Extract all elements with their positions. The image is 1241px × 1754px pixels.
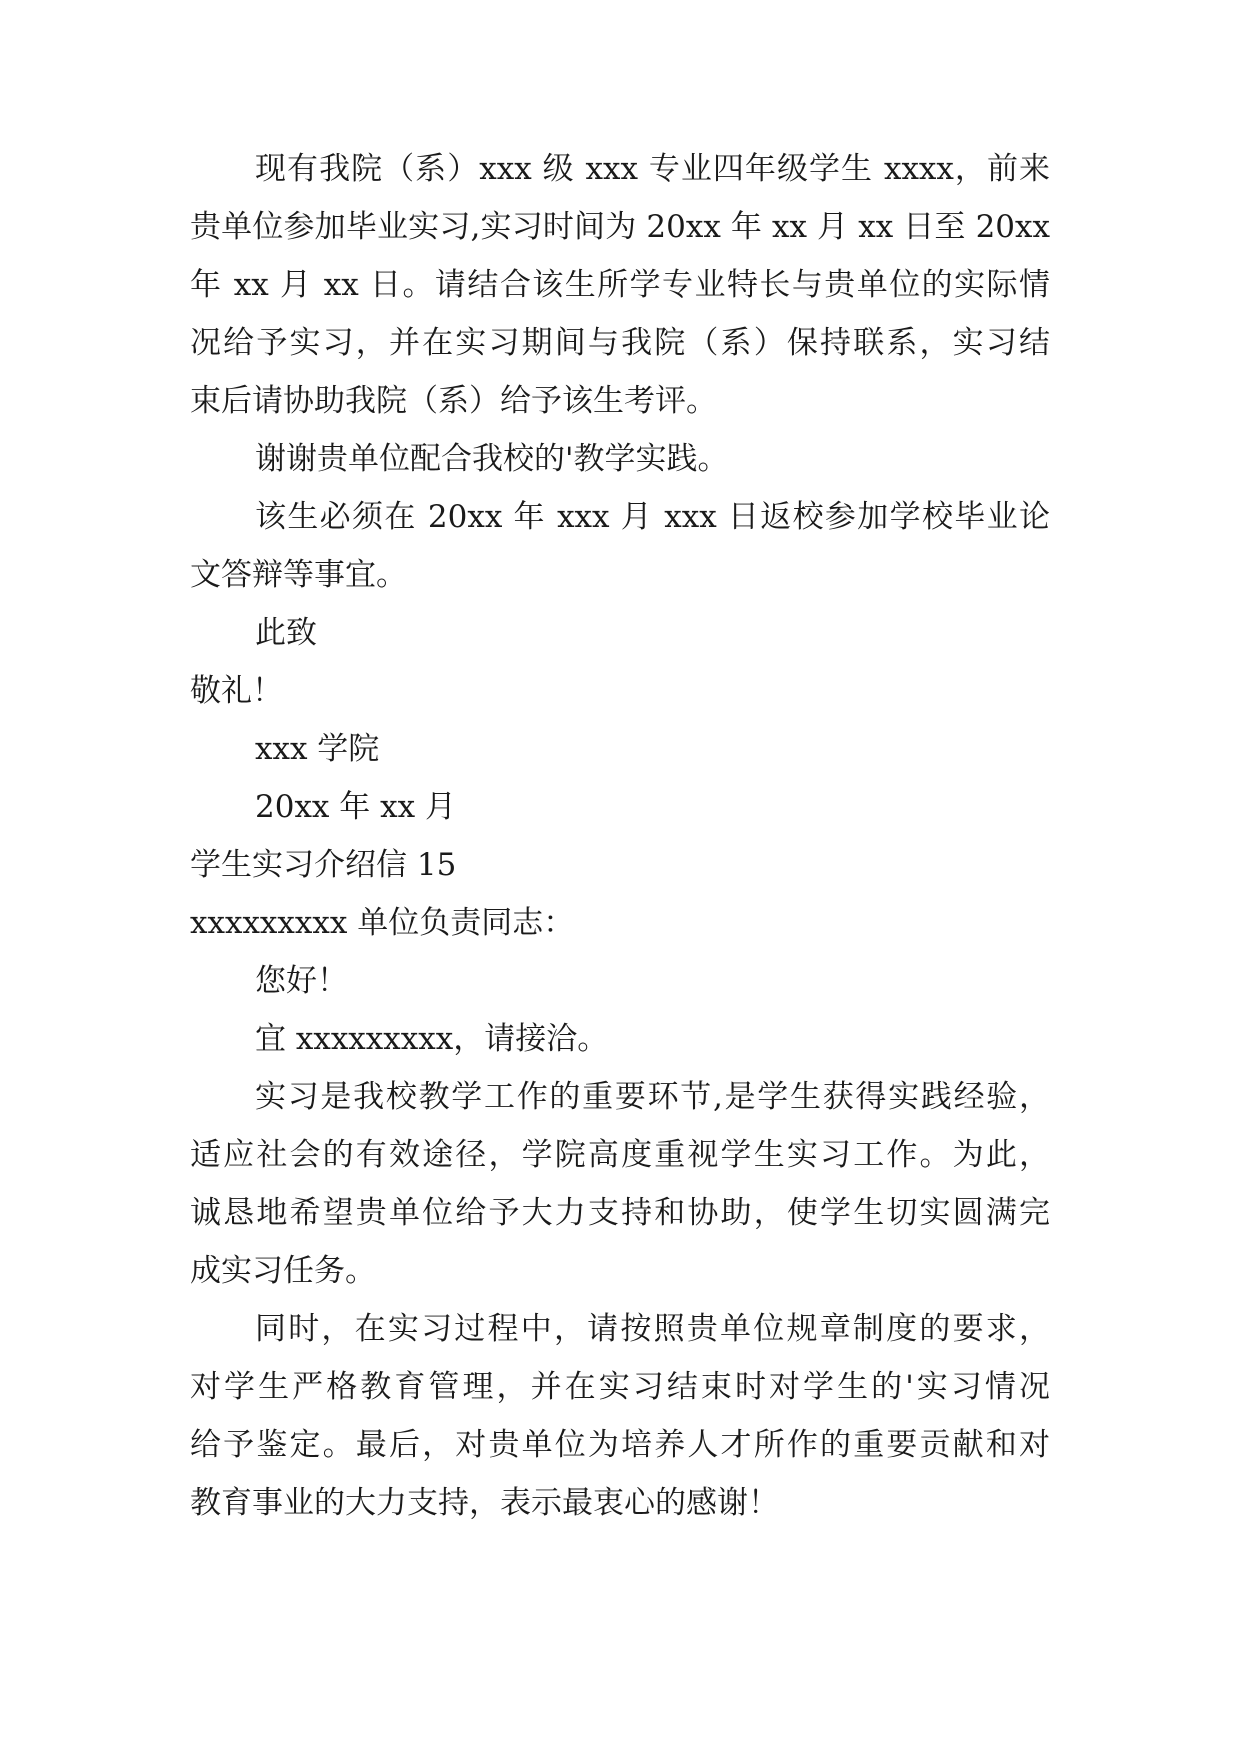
text-line: 贵单位参加毕业实习,实习时间为 20xx 年 xx 月 xx 日至 20xx [190, 209, 1050, 245]
text-line: 成实习任务。 [190, 1253, 376, 1289]
closing-salutation: 此致 [255, 615, 317, 651]
text-line: 同时，在实习过程中，请按照贵单位规章制度的要求， [255, 1311, 1050, 1347]
text-line: 对学生严格教育管理，并在实习结束时对学生的'实习情况 [190, 1369, 1050, 1405]
text-line: 况给予实习，并在实习期间与我院（系）保持联系，实习结 [190, 325, 1050, 361]
text-line: 给予鉴定。最后，对贵单位为培养人才所作的重要贡献和对 [190, 1427, 1050, 1463]
text-line: 该生必须在 20xx 年 xxx 月 xxx 日返校参加学校毕业论 [255, 499, 1050, 535]
text-line: 适应社会的有效途径，学院高度重视学生实习工作。为此， [190, 1137, 1050, 1173]
text-line: 束后请协助我院（系）给予该生考评。 [190, 383, 717, 419]
text-line: 现有我院（系）xxx 级 xxx 专业四年级学生 xxxx，前来 [255, 151, 1050, 187]
signature-institution: xxx 学院 [255, 731, 380, 767]
text-line: 文答辩等事宜。 [190, 557, 407, 593]
recipient-line: xxxxxxxxx 单位负责同志： [190, 905, 575, 941]
closing-regards: 敬礼！ [190, 673, 283, 709]
greeting: 您好！ [255, 963, 348, 999]
section-title: 学生实习介绍信 15 [190, 847, 457, 883]
text-line: 宜 xxxxxxxxx，请接洽。 [255, 1021, 609, 1057]
text-line: 年 xx 月 xx 日。请结合该生所学专业特长与贵单位的实际情 [190, 267, 1050, 303]
signature-date: 20xx 年 xx 月 [255, 789, 456, 825]
text-line: 诚恳地希望贵单位给予大力支持和协助，使学生切实圆满完 [190, 1195, 1050, 1231]
text-line: 教育事业的大力支持，表示最衷心的感谢！ [190, 1485, 779, 1521]
text-line: 实习是我校教学工作的重要环节,是学生获得实践经验， [255, 1079, 1050, 1115]
text-line: 谢谢贵单位配合我校的'教学实践。 [255, 441, 729, 477]
